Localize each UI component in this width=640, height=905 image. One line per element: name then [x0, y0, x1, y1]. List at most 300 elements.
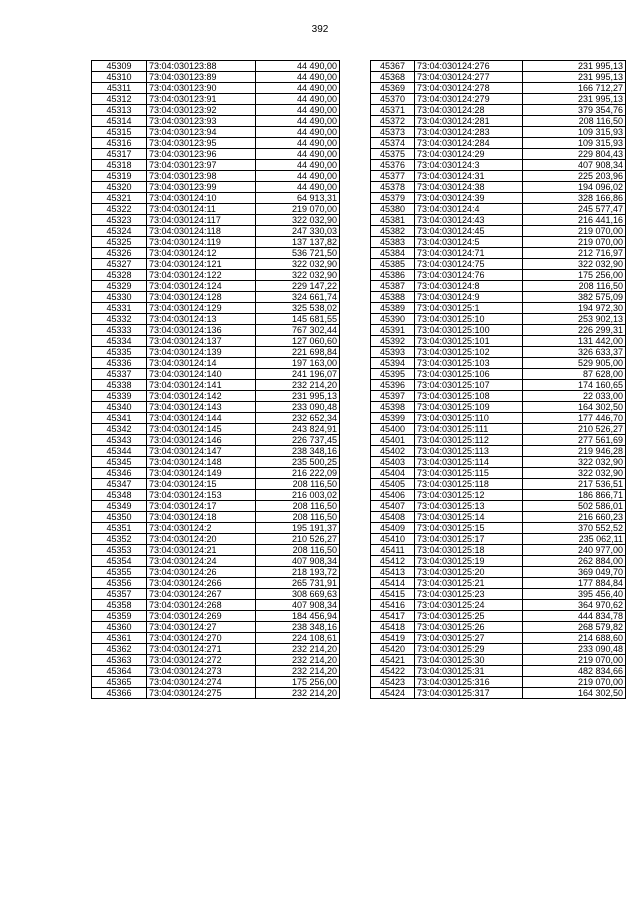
- cadastral-number-cell: 73:04:030123:89: [147, 72, 256, 83]
- cadastral-number-cell: 73:04:030125:115: [415, 468, 523, 479]
- table-row: [92, 545, 340, 556]
- value-cell: 44 490,00: [256, 127, 340, 138]
- row-number-cell: 45374: [371, 138, 415, 149]
- row-number-cell: 45370: [371, 94, 415, 105]
- cadastral-number-cell: 73:04:030123:97: [147, 160, 256, 171]
- cadastral-number-cell: 73:04:030124:141: [147, 380, 256, 391]
- row-number-cell: 45314: [92, 116, 147, 127]
- row-number-cell: 45368: [371, 72, 415, 83]
- value-cell: 235 062,11: [523, 534, 626, 545]
- value-cell: 322 032,90: [256, 215, 340, 226]
- value-cell: 44 490,00: [256, 72, 340, 83]
- row-number-cell: 45355: [92, 567, 147, 578]
- row-number-cell: 45392: [371, 336, 415, 347]
- value-cell: 253 902,13: [523, 314, 626, 325]
- row-number-cell: 45335: [92, 347, 147, 358]
- cadastral-number-cell: 73:04:030123:98: [147, 171, 256, 182]
- value-cell: 216 222,09: [256, 468, 340, 479]
- row-number-cell: 45372: [371, 116, 415, 127]
- table-row: [371, 248, 626, 259]
- cadastral-number-cell: 73:04:030125:19: [415, 556, 523, 567]
- row-number-cell: 45342: [92, 424, 147, 435]
- cadastral-number-cell: 73:04:030125:27: [415, 633, 523, 644]
- row-number-cell: 45350: [92, 512, 147, 523]
- value-cell: 186 866,71: [523, 490, 626, 501]
- cadastral-number-cell: 73:04:030124:277: [415, 72, 523, 83]
- cadastral-number-cell: 73:04:030124:8: [415, 281, 523, 292]
- row-number-cell: 45358: [92, 600, 147, 611]
- row-number-cell: 45386: [371, 270, 415, 281]
- table-row: [92, 512, 340, 523]
- table-row: [92, 171, 340, 182]
- row-number-cell: 45339: [92, 391, 147, 402]
- cadastral-number-cell: 73:04:030125:23: [415, 589, 523, 600]
- cadastral-number-cell: 73:04:030125:113: [415, 446, 523, 457]
- row-number-cell: 45318: [92, 160, 147, 171]
- value-cell: 369 049,70: [523, 567, 626, 578]
- table-row: [371, 347, 626, 358]
- row-number-cell: 45380: [371, 204, 415, 215]
- table-row: [371, 523, 626, 534]
- row-number-cell: 45421: [371, 655, 415, 666]
- row-number-cell: 45381: [371, 215, 415, 226]
- cadastral-number-cell: 73:04:030123:95: [147, 138, 256, 149]
- cadastral-number-cell: 73:04:030124:266: [147, 578, 256, 589]
- table-row: [371, 226, 626, 237]
- table-row: [371, 369, 626, 380]
- value-cell: 238 348,16: [256, 622, 340, 633]
- cadastral-number-cell: 73:04:030124:129: [147, 303, 256, 314]
- table-row: [92, 325, 340, 336]
- row-number-cell: 45424: [371, 688, 415, 699]
- value-cell: 226 737,45: [256, 435, 340, 446]
- row-number-cell: 45351: [92, 523, 147, 534]
- table-row: [371, 490, 626, 501]
- cadastral-number-cell: 73:04:030125:100: [415, 325, 523, 336]
- cadastral-number-cell: 73:04:030123:88: [147, 61, 256, 72]
- cadastral-number-cell: 73:04:030124:142: [147, 391, 256, 402]
- row-number-cell: 45332: [92, 314, 147, 325]
- row-number-cell: 45391: [371, 325, 415, 336]
- cadastral-number-cell: 73:04:030124:75: [415, 259, 523, 270]
- row-number-cell: 45327: [92, 259, 147, 270]
- value-cell: 221 698,84: [256, 347, 340, 358]
- value-cell: 210 526,27: [523, 424, 626, 435]
- row-number-cell: 45354: [92, 556, 147, 567]
- row-number-cell: 45407: [371, 501, 415, 512]
- value-cell: 232 214,20: [256, 688, 340, 699]
- table-row: [92, 391, 340, 402]
- cadastral-number-cell: 73:04:030124:283: [415, 127, 523, 138]
- cadastral-number-cell: 73:04:030125:108: [415, 391, 523, 402]
- table-row: [92, 633, 340, 644]
- table-row: [371, 457, 626, 468]
- cadastral-number-cell: 73:04:030125:18: [415, 545, 523, 556]
- table-row: [92, 468, 340, 479]
- value-cell: 208 116,50: [256, 545, 340, 556]
- row-number-cell: 45369: [371, 83, 415, 94]
- cadastral-number-cell: 73:04:030124:143: [147, 402, 256, 413]
- table-row: [92, 127, 340, 138]
- cadastral-number-cell: 73:04:030124:279: [415, 94, 523, 105]
- cadastral-number-cell: 73:04:030124:121: [147, 259, 256, 270]
- cadastral-number-cell: 73:04:030124:43: [415, 215, 523, 226]
- value-cell: 44 490,00: [256, 61, 340, 72]
- row-number-cell: 45385: [371, 259, 415, 270]
- value-cell: 44 490,00: [256, 94, 340, 105]
- cadastral-number-cell: 73:04:030124:122: [147, 270, 256, 281]
- cadastral-number-cell: 73:04:030124:76: [415, 270, 523, 281]
- value-cell: 265 731,91: [256, 578, 340, 589]
- row-number-cell: 45387: [371, 281, 415, 292]
- table-row: [371, 413, 626, 424]
- table-row: [371, 83, 626, 94]
- cadastral-number-cell: 73:04:030124:148: [147, 457, 256, 468]
- cadastral-number-cell: 73:04:030124:20: [147, 534, 256, 545]
- cadastral-number-cell: 73:04:030124:28: [415, 105, 523, 116]
- value-cell: 87 628,00: [523, 369, 626, 380]
- row-number-cell: 45321: [92, 193, 147, 204]
- cadastral-number-cell: 73:04:030124:267: [147, 589, 256, 600]
- cadastral-number-cell: 73:04:030124:26: [147, 567, 256, 578]
- table-row: [92, 72, 340, 83]
- row-number-cell: 45405: [371, 479, 415, 490]
- table-row: [92, 149, 340, 160]
- cadastral-number-cell: 73:04:030125:103: [415, 358, 523, 369]
- table-row: [92, 534, 340, 545]
- table-row: [371, 578, 626, 589]
- table-row: [92, 160, 340, 171]
- row-number-cell: 45402: [371, 446, 415, 457]
- row-number-cell: 45347: [92, 479, 147, 490]
- value-cell: 364 970,62: [523, 600, 626, 611]
- cadastral-number-cell: 73:04:030124:117: [147, 215, 256, 226]
- value-cell: 131 442,00: [523, 336, 626, 347]
- cadastral-number-cell: 73:04:030125:29: [415, 644, 523, 655]
- cadastral-number-cell: 73:04:030123:91: [147, 94, 256, 105]
- cadastral-number-cell: 73:04:030125:110: [415, 413, 523, 424]
- value-cell: 233 090,48: [523, 644, 626, 655]
- value-cell: 308 669,63: [256, 589, 340, 600]
- table-row: [92, 226, 340, 237]
- row-number-cell: 45366: [92, 688, 147, 699]
- table-row: [371, 424, 626, 435]
- row-number-cell: 45376: [371, 160, 415, 171]
- cadastral-number-cell: 73:04:030124:118: [147, 226, 256, 237]
- row-number-cell: 45379: [371, 193, 415, 204]
- value-cell: 322 032,90: [523, 468, 626, 479]
- value-cell: 197 163,00: [256, 358, 340, 369]
- value-cell: 235 500,25: [256, 457, 340, 468]
- table-row: [371, 160, 626, 171]
- row-number-cell: 45317: [92, 149, 147, 160]
- table-row: [371, 545, 626, 556]
- cadastral-number-cell: 73:04:030124:24: [147, 556, 256, 567]
- value-cell: 208 116,50: [256, 501, 340, 512]
- value-cell: 395 456,40: [523, 589, 626, 600]
- cadastral-number-cell: 73:04:030125:106: [415, 369, 523, 380]
- row-number-cell: 45330: [92, 292, 147, 303]
- value-cell: 229 804,43: [523, 149, 626, 160]
- row-number-cell: 45375: [371, 149, 415, 160]
- value-cell: 268 579,82: [523, 622, 626, 633]
- row-number-cell: 45328: [92, 270, 147, 281]
- value-cell: 218 193,72: [256, 567, 340, 578]
- value-cell: 44 490,00: [256, 116, 340, 127]
- table-row: [92, 248, 340, 259]
- value-cell: 536 721,50: [256, 248, 340, 259]
- row-number-cell: 45394: [371, 358, 415, 369]
- row-number-cell: 45398: [371, 402, 415, 413]
- table-row: [371, 479, 626, 490]
- cadastral-number-cell: 73:04:030124:149: [147, 468, 256, 479]
- row-number-cell: 45395: [371, 369, 415, 380]
- value-cell: 208 116,50: [256, 512, 340, 523]
- value-cell: 502 586,01: [523, 501, 626, 512]
- cadastral-number-cell: 73:04:030124:274: [147, 677, 256, 688]
- value-cell: 322 032,90: [256, 270, 340, 281]
- cadastral-number-cell: 73:04:030124:39: [415, 193, 523, 204]
- value-cell: 322 032,90: [523, 457, 626, 468]
- row-number-cell: 45324: [92, 226, 147, 237]
- table-row: [92, 380, 340, 391]
- row-number-cell: 45390: [371, 314, 415, 325]
- table-row: [92, 589, 340, 600]
- row-number-cell: 45382: [371, 226, 415, 237]
- table-row: [92, 611, 340, 622]
- table-row: [371, 512, 626, 523]
- cadastral-number-cell: 73:04:030125:101: [415, 336, 523, 347]
- cadastral-number-cell: 73:04:030125:114: [415, 457, 523, 468]
- value-cell: 177 446,70: [523, 413, 626, 424]
- cadastral-number-cell: 73:04:030123:94: [147, 127, 256, 138]
- row-number-cell: 45418: [371, 622, 415, 633]
- value-cell: 208 116,50: [523, 281, 626, 292]
- cadastral-number-cell: 73:04:030125:112: [415, 435, 523, 446]
- row-number-cell: 45363: [92, 655, 147, 666]
- value-cell: 231 995,13: [523, 61, 626, 72]
- table-row: [92, 237, 340, 248]
- value-cell: 324 661,74: [256, 292, 340, 303]
- cadastral-number-cell: 73:04:030124:136: [147, 325, 256, 336]
- value-cell: 238 348,16: [256, 446, 340, 457]
- cadastral-number-cell: 73:04:030124:3: [415, 160, 523, 171]
- value-cell: 407 908,34: [256, 556, 340, 567]
- table-row: [371, 259, 626, 270]
- table-row: [371, 358, 626, 369]
- value-cell: 326 633,37: [523, 347, 626, 358]
- cadastral-number-cell: 73:04:030124:124: [147, 281, 256, 292]
- row-number-cell: 45310: [92, 72, 147, 83]
- table-row: [371, 204, 626, 215]
- value-cell: 247 330,03: [256, 226, 340, 237]
- row-number-cell: 45365: [92, 677, 147, 688]
- table-row: [92, 435, 340, 446]
- value-cell: 325 538,02: [256, 303, 340, 314]
- value-cell: 322 032,90: [523, 259, 626, 270]
- registry-table-right: [370, 60, 626, 699]
- cadastral-number-cell: 73:04:030125:12: [415, 490, 523, 501]
- table-row: [371, 501, 626, 512]
- table-row: [371, 435, 626, 446]
- value-cell: 482 834,66: [523, 666, 626, 677]
- cadastral-number-cell: 73:04:030124:269: [147, 611, 256, 622]
- cadastral-number-cell: 73:04:030124:4: [415, 204, 523, 215]
- row-number-cell: 45416: [371, 600, 415, 611]
- table-row: [92, 490, 340, 501]
- row-number-cell: 45334: [92, 336, 147, 347]
- value-cell: 243 824,91: [256, 424, 340, 435]
- table-row: [92, 622, 340, 633]
- table-row: [92, 644, 340, 655]
- row-number-cell: 45329: [92, 281, 147, 292]
- table-row: [371, 402, 626, 413]
- table-row: [371, 281, 626, 292]
- table-row: [371, 600, 626, 611]
- row-number-cell: 45338: [92, 380, 147, 391]
- value-cell: 328 166,86: [523, 193, 626, 204]
- value-cell: 175 256,00: [523, 270, 626, 281]
- table-row: [92, 259, 340, 270]
- cadastral-number-cell: 73:04:030123:96: [147, 149, 256, 160]
- table-row: [371, 61, 626, 72]
- row-number-cell: 45362: [92, 644, 147, 655]
- value-cell: 208 116,50: [256, 479, 340, 490]
- value-cell: 212 716,97: [523, 248, 626, 259]
- table-row: [92, 138, 340, 149]
- table-row: [371, 677, 626, 688]
- table-row: [92, 600, 340, 611]
- row-number-cell: 45411: [371, 545, 415, 556]
- table-row: [371, 149, 626, 160]
- row-number-cell: 45401: [371, 435, 415, 446]
- value-cell: 232 214,20: [256, 644, 340, 655]
- table-row: [371, 105, 626, 116]
- cadastral-number-cell: 73:04:030124:119: [147, 237, 256, 248]
- row-number-cell: 45356: [92, 578, 147, 589]
- row-number-cell: 45400: [371, 424, 415, 435]
- cadastral-number-cell: 73:04:030124:5: [415, 237, 523, 248]
- cadastral-number-cell: 73:04:030124:14: [147, 358, 256, 369]
- table-row: [371, 292, 626, 303]
- row-number-cell: 45373: [371, 127, 415, 138]
- value-cell: 232 214,20: [256, 666, 340, 677]
- value-cell: 164 302,50: [523, 402, 626, 413]
- table-row: [371, 138, 626, 149]
- row-number-cell: 45406: [371, 490, 415, 501]
- row-number-cell: 45415: [371, 589, 415, 600]
- table-row: [92, 105, 340, 116]
- table-row: [92, 567, 340, 578]
- value-cell: 184 456,94: [256, 611, 340, 622]
- table-row: [371, 556, 626, 567]
- cadastral-number-cell: 73:04:030124:284: [415, 138, 523, 149]
- table-row: [92, 336, 340, 347]
- table-row: [371, 215, 626, 226]
- table-row: [92, 292, 340, 303]
- row-number-cell: 45409: [371, 523, 415, 534]
- row-number-cell: 45371: [371, 105, 415, 116]
- row-number-cell: 45309: [92, 61, 147, 72]
- cadastral-number-cell: 73:04:030123:99: [147, 182, 256, 193]
- table-row: [371, 127, 626, 138]
- cadastral-number-cell: 73:04:030124:128: [147, 292, 256, 303]
- row-number-cell: 45384: [371, 248, 415, 259]
- row-number-cell: 45344: [92, 446, 147, 457]
- row-number-cell: 45403: [371, 457, 415, 468]
- cadastral-number-cell: 73:04:030124:9: [415, 292, 523, 303]
- table-row: [92, 457, 340, 468]
- row-number-cell: 45313: [92, 105, 147, 116]
- cadastral-number-cell: 73:04:030125:20: [415, 567, 523, 578]
- value-cell: 444 834,78: [523, 611, 626, 622]
- value-cell: 231 995,13: [256, 391, 340, 402]
- cadastral-number-cell: 73:04:030125:24: [415, 600, 523, 611]
- value-cell: 232 214,20: [256, 380, 340, 391]
- row-number-cell: 45388: [371, 292, 415, 303]
- table-row: [371, 314, 626, 325]
- value-cell: 219 070,00: [523, 226, 626, 237]
- table-row: [92, 501, 340, 512]
- cadastral-number-cell: 73:04:030125:109: [415, 402, 523, 413]
- value-cell: 22 033,00: [523, 391, 626, 402]
- table-row: [92, 204, 340, 215]
- value-cell: 44 490,00: [256, 160, 340, 171]
- row-number-cell: 45396: [371, 380, 415, 391]
- value-cell: 208 116,50: [523, 116, 626, 127]
- table-row: [92, 94, 340, 105]
- row-number-cell: 45399: [371, 413, 415, 424]
- cadastral-number-cell: 73:04:030124:146: [147, 435, 256, 446]
- row-number-cell: 45393: [371, 347, 415, 358]
- value-cell: 229 147,22: [256, 281, 340, 292]
- row-number-cell: 45348: [92, 490, 147, 501]
- table-row: [92, 655, 340, 666]
- cadastral-number-cell: 73:04:030124:45: [415, 226, 523, 237]
- cadastral-number-cell: 73:04:030125:13: [415, 501, 523, 512]
- value-cell: 226 299,31: [523, 325, 626, 336]
- table-row: [92, 270, 340, 281]
- value-cell: 379 354,76: [523, 105, 626, 116]
- row-number-cell: 45333: [92, 325, 147, 336]
- row-number-cell: 45315: [92, 127, 147, 138]
- value-cell: 166 712,27: [523, 83, 626, 94]
- row-number-cell: 45422: [371, 666, 415, 677]
- cadastral-number-cell: 73:04:030125:14: [415, 512, 523, 523]
- cadastral-number-cell: 73:04:030124:137: [147, 336, 256, 347]
- row-number-cell: 45336: [92, 358, 147, 369]
- table-row: [371, 567, 626, 578]
- cadastral-number-cell: 73:04:030124:271: [147, 644, 256, 655]
- value-cell: 231 995,13: [523, 94, 626, 105]
- cadastral-number-cell: 73:04:030125:15: [415, 523, 523, 534]
- value-cell: 44 490,00: [256, 83, 340, 94]
- value-cell: 219 070,00: [523, 237, 626, 248]
- value-cell: 137 137,82: [256, 237, 340, 248]
- value-cell: 407 908,34: [256, 600, 340, 611]
- table-row: [371, 72, 626, 83]
- cadastral-number-cell: 73:04:030124:272: [147, 655, 256, 666]
- row-number-cell: 45404: [371, 468, 415, 479]
- table-row: [92, 83, 340, 94]
- cadastral-number-cell: 73:04:030124:11: [147, 204, 256, 215]
- row-number-cell: 45319: [92, 171, 147, 182]
- row-number-cell: 45377: [371, 171, 415, 182]
- value-cell: 241 196,07: [256, 369, 340, 380]
- table-row: [371, 270, 626, 281]
- cadastral-number-cell: 73:04:030124:12: [147, 248, 256, 259]
- cadastral-number-cell: 73:04:030124:140: [147, 369, 256, 380]
